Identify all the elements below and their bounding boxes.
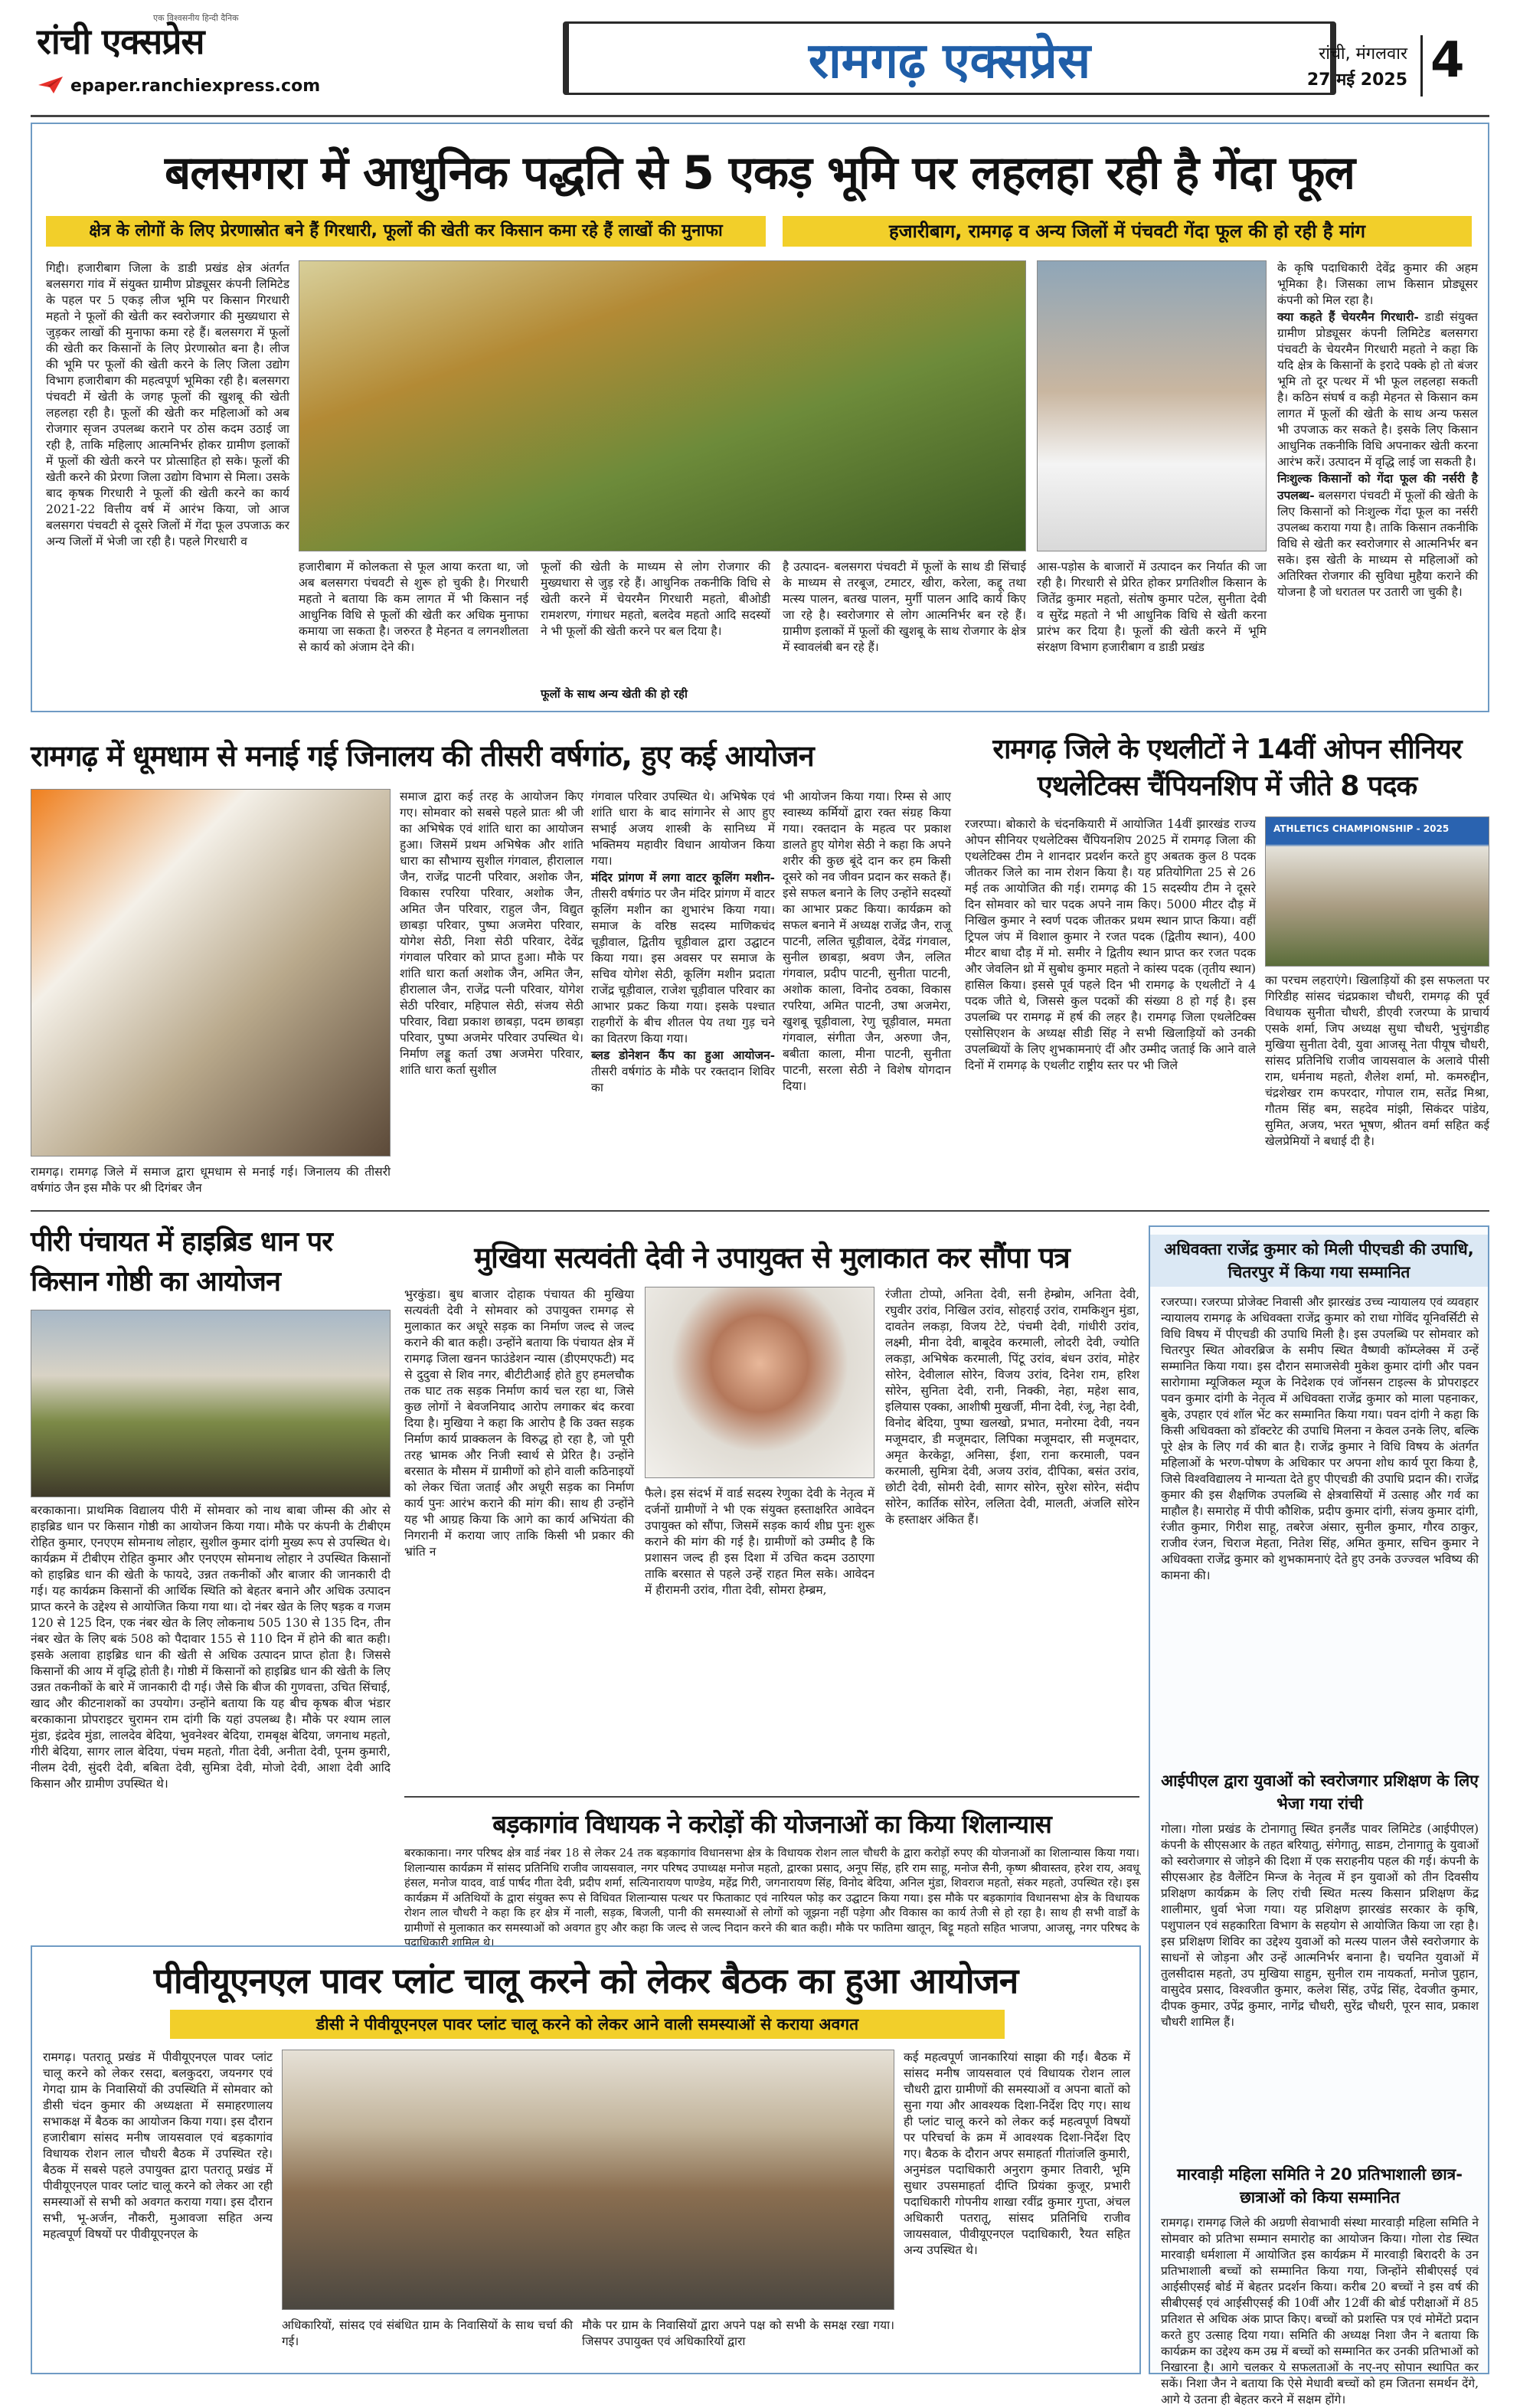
page-divider <box>1420 35 1423 97</box>
ranchi-express-logo-icon <box>37 17 266 67</box>
lead-story <box>31 123 1489 712</box>
lead-col-6-h2: निःशुल्क किसानों को गेंदा फूल की नर्सरी है उपलब्ध- <box>1277 471 1478 502</box>
lead-col-2: हजारीबाग में कोलकता से फूल आया करता था, जो अब बलसगरा पंचवटी से शुरू हो चुकी है। गिरधारी महतो ने बताया कि कम लागत में भी किसान नई आधुनिक विधि से फूलों की खेती कर अधिक मुनाफा कमाया जा सकता है। जरुरत है मेहनत व लगनशीलता से कार्य को अंजाम देने की। <box>299 560 528 654</box>
masthead <box>0 0 1520 107</box>
jinalay-col-3: भी आयोजन किया गया। रिम्स से आए स्वास्थ्य कर्मियों द्वारा रक्त संग्रह किया गया। रक्तदान के महत्व पर प्रकाश डालते हुए योगेश सेठी ने कहा कि अपने शरीर की कुछ बूंदे दान कर हम किसी दूसरे को नव जीवन प्रदान कर सकते हैं। इसे सफल बनाने के लिए उन्होंने सदस्यों का आभार प्रकट किया। कार्यक्रम को सफल बनाने में अध्यक्ष राजेंद्र जैन, राजू पाटनी, ललित चूड़ीवाल, देवेंद्र गंगवाल, सुनील छाबड़ा, श्रवण जैन, ललित गंगवाल, प्रदीप पाटनी, सुनीता पाटनी, अशोक काला, विनोद ठवका, विकास रपरिया, अमित पाटनी, उषा अजमेरा, खुशबू चूड़ीवाला, रेणु चूड़ीवाल, ममता गंगवाल, संगीता जैन, अरुणा जैन, बबीता काला, मीना पाटनी, सुनीता पाटनी, सरला सेठी ने विशेष योगदान दिया। <box>783 790 951 1093</box>
mukhiya-col-3: रंजीता टोप्पो, अनिता देवी, सनी हेम्ब्रोम, अनिता देवी, रघुवीर उरांव, निखिल उरांव, सोहराई उरांव, रामकिशुन मुंडा, दावतेन लकड़ा, विजय टेटे, पंचमी देवी, गांधीरी उरांव, लक्ष्मी, मीना देवी, बाबूदेव करमाली, लोदरी देवी, ज्योति लकड़ा, अभिषेक करमाली, पिंटू उरांव, बंधन उरांव, मोहेर सोरेन, देवीलाल सोरेन, विजय उरांव, दिनेश राम, हरिश सोरेन, सुनिता देवी, रानी, निक्की, नेहा, महेश साव, इलियास एक्का, आशीषी मुखर्जी, मीना देवी, रंजू, नेहा देवी, विनोद बेदिया, पुष्पा खलखो, प्रभात, मनोरमा देवी, नयन मजूमदार, डी मजूमदार, लिपिका मजूमदार, सी मजूमदार, अमृत केरकेट्टा, अनिसा, ईशा, राना करमाली, पवन करमाली, सुमित्रा देवी, अजय उरांव, दीपिका, बसंत उरांव, छोटी देवी, सोमरी देवी, सागर सोरेन, सुरेश सोरेन, संदीप सोरेन, कार्तिक सोरेन, ललिता देवी, मालती, अंजलि सोरेन के हस्ताक्षर अंकित हैं। <box>885 1287 1139 1526</box>
jinalay-col-2-a: गंगवाल परिवार उपस्थित थे। अभिषेक एवं शांति धारा के बाद सांगानेर से आए हुए सभाई अजय शास्त्री के सानिध्य में भक्तिमय महावीर विधान आयोजन किया गया। <box>591 790 775 868</box>
lead-col-4: है उत्पादन- बलसगरा पंचवटी में फूलों के साथ डी सिंचाई के माध्यम से तरबूज, टमाटर, खीरा, करेला, कद्दू तथा मत्स्य पालन, बतख पालन, मुर्गी पालन आदि कार्य किए जा रहे है। स्वरोजगार से लोग आत्मनिर्भर बन रहे हैं। ग्रामीण इलाकों में फूलों की खुशबू के साथ रोजगार के क्षेत्र में स्वावलंबी बन रहे हैं। <box>783 560 1026 654</box>
right-news-box <box>1149 1225 1489 2406</box>
jinalay-col-2-c: तीसरी वर्षगांठ के मौके पर रक्तदान शिविर का <box>591 1065 775 1094</box>
lead-photo-chairman <box>1037 260 1267 551</box>
brand-name: रांची एक्सप्रेस <box>37 21 204 62</box>
paddy-headline: पीरी पंचायत में हाइब्रिड धान पर किसान गोष्ठी का आयोजन <box>31 1226 332 1297</box>
page-number: 4 <box>1430 32 1465 89</box>
pvunl-subhead: डीसी ने पीवीयूएनएल पावर प्लांट चालू करने को लेकर आने वाली समस्याओं से कराया अवगत <box>170 2010 1005 2039</box>
right-b1: रजरप्पा। रजरप्पा प्रोजेक्ट निवासी और झारखंड उच्च न्यायालय एवं व्यवहार न्यायालय रामगढ़ के अधिवक्ता राजेंद्र कुमार को राधा गोविंद यूनिवर्सिटी से विधि विषय में पीएचडी की उपाधि मिली है। इस उपलब्धि पर सोमवार को चितरपुर स्थित ओवरब्रिज के समीप स्थित वैष्णवी कॉम्प्लेक्स में उन्हें सम्मानित किया गया। इस दौरान समाजसेवी मुकेश कुमार दांगी और पवन सारोगामा म्यूजिकल म्यूज के निदेशक एवं जॉनसन टाइल्स के प्रोपराइटर पवन कुमार दांगी के नेतृत्व में अधिवक्ता राजेंद्र कुमार को माला पहनाकर, बुके, उपहार एवं शॉल भेंट कर सम्मानित किया गया। पवन दांगी ने कहा कि किसी अधिवक्ता को डॉक्टरेट की उपाधि मिलना न केवल उनके लिए, बल्कि पूरे क्षेत्र के लिए गर्व की बात है। राजेंद्र कुमार ने विधि विषय के अंतर्गत महिलाओं के भरण-पोषण के अधिकार पर अपना शोध कार्य पूरा किया है, जिसे विश्वविद्यालय ने मान्यता देते हुए पीएचडी की उपाधि प्रदान की। राजेंद्र कुमार की इस शैक्षणिक उपलब्धि से क्षेत्रवासियों में उत्साह और गर्व का माहौल है। समारोह में पीपी कौशिक, प्रदीप कुमार दांगी, संजय कुमार दांगी, रंजीत कुमार, गिरीश साहू, तबरेज अंसार, सुनील कुमार, गौरव ठाकुर, राजीव रंजन, चिराज मेहता, नितेश सिंह, अमित कुमार, सचिन कुमार ने अधिवक्ता राजेंद्र कुमार को शुभकामनाएं देते हुए उनके उज्ज्वल भविष्य की कामना की। <box>1161 1295 1479 1582</box>
lead-col-3-subhead: फूलों के साथ अन्य खेती की हो रही <box>541 687 688 701</box>
date: 27 मई 2025 <box>1306 70 1407 90</box>
athletics-body-2: का परचम लहराएंगे। खिलाड़ियों की इस सफलता पर गिरिडीह सांसद चंद्रप्रकाश चौधरी, रामगढ़ की पूर्व विधायक सुनीता चौधरी, डीएवी रजरप्पा के प्राचार्य एसके शर्मा, जिप अध्यक्ष सुधा चौधरी, भुचुंगडीह मुखिया सुनीता देवी, युवा आजसू नेता पीयूष चौधरी, सांसद प्रतिनिधि राजीव जायसवाल के अलावे पीसी राम, धर्मनाथ महतो, शैलेश शर्मा, मो. कमरुद्दीन, चंद्रशेखर राम कपरदार, गोपाल राम, सतेंद्र मिश्रा, गौतम सिंह बम, सहदेव मांझी, सिकंदर पांडेय, सुमित, अजय, भरत भूषण, श्रीतन वर्मा सहित कई खेलप्रेमियों ने बधाई दी है। <box>1265 973 1489 1148</box>
right-h2: आईपीएल द्वारा युवाओं को स्वरोजगार प्रशिक्षण के लिए भेजा गया रांची <box>1161 1772 1479 1813</box>
lead-col-1: गिद्दी। हजारीबाग जिला के डाडी प्रखंड क्षेत्र अंतर्गत बलसगरा गांव में संयुक्त ग्रामीण प्रोड्यूसर कंपनी लिमिटेड के पहल पर 5 एकड़ लीज भूमि पर किसान गिरधारी महतो ने फूलों की खेती कर स्वरोजगार की मुख्यधारा से जुड़कर लाखों की मुनाफा कमा रहे हैं। बलसगरा में फूलों की खेती कर किसानों के लिए प्रेरणास्रोत बना है। लीज की भूमि पर फूलों की खेती करने के लिए जिला उद्योग विभाग हजारीबाग की महत्वपूर्ण भूमिका रही है। बलसगरा पंचवटी में खेती के जगह फूलों की खुशबू की खेती लहलहा रही है। फूलों की खेती कर महिलाओं को अब रोजगार सृजन उपलब्ध कराने पर ठोस कदम उठाई जा रही है, ताकि महिलाए आत्मनिर्भर होकर ग्रामीण इलाकों में फूलों की खेती करने पर प्रोत्साहित हो सके। फूलों की खेती करने की प्रेरणा जिला उद्योग विभाग से मिला। उसके बाद कृषक गिरधारी ने फूलों की खेती करने का कार्य 2021-22 वित्तीय वर्ष में आरंभ किया, जो आज बलसगरा पंचवटी से दूसरे जिलों में गेंदा फूल उपजाऊ कर अन्य जिलों में भेजी जा रही है। पहले गिरधारी व <box>46 261 289 548</box>
jinalay-col-2-h2: ब्लड डोनेशन कैंप का हुआ आयोजन- <box>591 1048 775 1062</box>
right-h3: मारवाड़ी महिला समिति ने 20 प्रतिभाशाली छात्र-छात्राओं को किया सम्मानित <box>1177 2165 1463 2207</box>
jinalay-col-1: समाज द्वारा कई तरह के आयोजन किए गए। सोमवार को सबसे पहले प्रातः श्री जी का अभिषेक एवं शांति धारा का आयोजन हुआ। जिसमें प्रथम अभिषेक और शांति धारा का सौभाग्य सुशील गंगवाल, हीरालाल जैन, राजेंद्र पाटनी परिवार, अशोक जैन, विकास रपरिया परिवार, अशोक जैन, अमित जैन परिवार, राहुल जैन, विद्युत छाबड़ा परिवार, पुष्पा अजमेरा परिवार, योगेश सेठी, निशा सेठी परिवार, देवेंद्र गंगवाल परिवार को प्राप्त हुआ। मौके पर शांति धारा कर्ता अशोक जैन, अमित जैन, हीरालाल जैन, राजेंद्र पत्नी परिवार, योगेश सेठी परिवार, महिपाल सेठी, संजय सेठी परिवार, विद्या प्रकाश छाबड़ा, पदम छाबड़ा परिवार, पुष्पा अजमेर परिवार उपस्थित थे। निर्माण लड्डू कर्ता उषा अजमेरा परिवार, शांति धारा कर्ता सुशील <box>400 790 583 1077</box>
pvunl-headline: पीवीयूएनएल पावर प्लांट चालू करने को लेकर बैठक का हुआ आयोजन <box>153 1960 1018 2001</box>
pvunl-caption: अधिकारियों, सांसद एवं संबंधित ग्राम के निवासियों के साथ चर्चा की गई। <box>282 2318 573 2348</box>
mukhiya-col-1: भुरकुंडा। बुध बाजार दोहाक पंचायत की मुखिया सत्यवंती देवी ने सोमवार को उपायुक्त रामगढ़ से मुलाकात कर अधूरे सड़क का निर्माण जल्द से जल्द कराने की बात कही। उन्होंने बताया कि पंचायत क्षेत्र में रामगढ़ जिला खनन फाउंडेशन न्यास (डीएमएफटी) मद से दुदुवा से शिव नगर, बीटीटीआई होते हुए हमलचौक तक घाट तक सड़क निर्माण कार्य चल रहा था, जिसे कुछ लोगों ने बेवजनियाद आरोप लगाकर बंद करवा दिया है। मुखिया ने कहा कि आरोप है कि उक्त सड़क निर्माण कार्य प्राक्कलन के विरुद्ध हो रहा है, जो पूरी तरह भ्रामक और निजी स्वार्थ से प्रेरित है। उन्होंने बरसात के मौसम में ग्रामीणों को होने वाली कठिनाइयों को लेकर चिंता जताई और अधूरी सड़क का निर्माण कार्य पुनः आरंभ कराने की मांग की। साथ ही उन्होंने यह भी आग्रह किया कि आगे का कार्य अभियंता की निगरानी में कराया जाए ताकि किसी भी प्रकार की भ्रांति न <box>404 1287 634 1559</box>
pvunl-col-3: कई महत्वपूर्ण जानकारियां साझा की गईं। बैठक में सांसद मनीष जायसवाल एवं विधायक रोशन लाल चौधरी द्वारा ग्रामीणों की समस्याओं व अपना बातों को सुना गया और आवश्यक दिशा-निर्देश दिए गए। साथ ही प्लांट चालू करने को लेकर कई महत्वपूर्ण विषयों पर परिचर्चा के क्रम में आवश्यक दिशा-निर्देश दिए गए। बैठक के दौरान अपर समाहर्ता गीतांजलि कुमारी, अनुमंडल पदाधिकारी अनुराग कुमार तिवारी, भूमि सुधार उपसमाहर्ता दीप्ति प्रियंका कुजूर, प्रभारी पदाधिकारी गोपनीय शाखा रवींद्र कुमार गुप्ता, अंचल अधिकारी पतरातू, सांसद प्रतिनिधि राजीव जायसवाल, पीवीयूएनएल पदाधिकारी, रैयत सहित अन्य उपस्थित थे। <box>904 2050 1130 2257</box>
athletics-photo <box>1265 816 1489 967</box>
masthead-rule <box>31 115 1489 117</box>
brand-tagline: एक विश्वसनीय हिन्दी दैनिक <box>153 13 239 23</box>
barkagaon-body: बरकाकाना। नगर परिषद क्षेत्र वार्ड नंबर 18 से लेकर 24 तक बड़कागांव विधानसभा क्षेत्र के विधायक रोशन लाल चौधरी के द्वारा करोड़ों रुपए की योजनाओं का शिलान्यास किया गया। शिलान्यास कार्यक्रम में सांसद प्रतिनिधि राजीव जायसवाल, नगर परिषद उपाध्यक्ष मनोज महतो, द्वारका प्रसाद, अनूप सिंह, हरि राम साहू, मनोज सैनी, कृष्ण श्रीवास्तव, हरेश राय, अवधू हंसल, मनोज यादव, वार्ड पार्षद गीता देवी, प्रदीप शर्मा, सत्यिनारायण पाण्डेय, महेंद्र गिरी, जगनारायण सिंह, विनोद बेदिया, अनिल मुंडा, शिवराज महतो, संकर महतो, उपस्थित रहे। इस कार्यक्रम में अतिथियों के द्वारा संयुक्त रूप से विधिवत शिलान्यास पत्थर पर फिताकाट एवं नारियल फोड़ कर उद्घाटन किया गया। इस मौके पर बड़कागांव विधानसभा क्षेत्र के विधायक रोशन लाल चौधरी ने कहा कि हर क्षेत्र में नाली, सड़क, बिजली, पानी की समस्याओं से लोगों को जूझना नहीं पड़ेगा और विकास का कार्य तेजी से हो रहा है। साथ ही सभी वार्डों के ग्रामीणों से मुलाकात कर समस्याओं को अवगत हुए और कहा कि जल्द से जल्द निदान करने की बात कही। मौके पर फातिमा खातून, बिट्टू महतो सहित भाजपा, आजसू, नगर परिषद के पदाधिकारी शामिल थे। <box>404 1847 1139 1949</box>
jinalay-headline: रामगढ़ में धूमधाम से मनाई गई जिनालय की तीसरी वर्षगांठ, हुए कई आयोजन <box>31 739 814 773</box>
athletics-body: रजरप्पा। बोकारो के चंदनकियारी में आयोजित 14वीं झारखंड राज्य ओपन सीनियर एथलेटिक्स चैंपियनशिप 2025 में रामगढ़ जिला की एथलेटिक्स टीम ने शानदार प्रदर्शन करते हुए अबतक कुल 8 पदक जीतकर जिले का नाम रोशन किया है। यह प्रतियोगिता 25 से 26 मई तक आयोजित की गई। रामगढ़ की 15 सदस्यीय टीम ने दूसरे दिन सोमवार को चार पदक अपने नाम किए। 5000 मीटर दौड़ में निखिल कुमार ने स्वर्ण पदक जीतकर प्रथम स्थान प्राप्त किया। वहीं ट्रिपल जंप में विशाल कुमार ने रजत पदक (द्वितीय स्थान), 400 मीटर बाधा दौड़ में मो. समीर ने द्वितीय स्थान प्राप्त कर रजत पदक और जेवलिन थ्रो में सुबोध कुमार महतो ने कांस्य पदक (तृतीय स्थान) हासिल किया। इससे पूर्व पहले दिन भी रामगढ़ के एथलीटों ने 4 पदक जीते थे, जिससे कुल पदकों की संख्या 8 हो गई है। इस उपलब्धि पर रामगढ़ में हर्ष की लहर है। रामगढ़ जिला एथलेटिक्स एसोसिएशन के अध्यक्ष सीडी सिंह ने सभी खिलाड़ियों को उनकी उपलब्धियों के लिए शुभकामनाएं दीं और उम्मीद जताई कि आने वाले दिनों में रामगढ़ के एथलीट राष्ट्रीय स्तर पर भी जिले <box>965 817 1256 1072</box>
mukhiya-headline: मुखिया सत्यवंती देवी ने उपायुक्त से मुलाकात कर सौंपा पत्र <box>474 1241 1070 1274</box>
edition-banner <box>563 21 1336 95</box>
section-rule-1 <box>31 1210 1489 1212</box>
lead-col-3: फूलों की खेती के माध्यम से लोग रोजगार की मुख्यधारा से जुड़ रहे हैं। आधुनिक तकनीकि विधि से खेती करने में चेयरमैन गिरधारी महतो, बीओडी रामशरण, गंगाधर महतो, बलदेव महतो आदि सदस्यों ने भी फूलों की खेती करने पर बल दिया है। <box>541 560 770 638</box>
mukhiya-col-2: फैले। इस संदर्भ में वार्ड सदस्य रेणुका देवी के नेतृत्व में दर्जनों ग्रामीणों ने भी एक संयुक्त हस्ताक्षरित आवेदन उपायुक्त को सौंपा, जिसमें सड़क कार्य शीघ्र पुनः शुरू कराने की मांग की गई है। ग्रामीणों को उम्मीद है कि प्रशासन जल्द ही इस दिशा में उचित कदम उठाएगा ताकि बरसात से पहले उन्हें राहत मिल सके। आवेदन में हीरामनी उरांव, गीता देवी, सोमरा हेम्ब्रम, <box>645 1487 874 1597</box>
jinalay-caption: रामगढ़। रामगढ़ जिले में समाज द्वारा धूमधाम से मनाई गई। जिनालय की तीसरी वर्षगांठ जैन इस मौके पर श्री दिगंबर जैन <box>31 1165 391 1195</box>
paddy-photo <box>31 1310 391 1497</box>
epaper-url[interactable]: epaper.ranchiexpress.com <box>70 77 321 96</box>
mukhiya-portrait <box>645 1287 874 1478</box>
barkagaon-rule <box>404 1796 1139 1798</box>
lead-photo-farmers <box>299 260 1026 551</box>
lead-headline: बलसगरा में आधुनिक पद्धति से 5 एकड़ भूमि पर लहलहा रही है गेंदा फूल <box>164 146 1355 200</box>
lead-col-6 <box>1277 260 1478 705</box>
pvunl-photo <box>282 2050 894 2310</box>
jinalay-col-2-h1: मंदिर प्रांगण में लगा वाटर कूलिंग मशीन- <box>591 870 775 885</box>
athletics-headline: रामगढ़ जिले के एथलीटों ने 14वीं ओपन सीनियर एथलेटिक्स चैंपियनशिप में जीते 8 पदक <box>992 734 1462 802</box>
lead-col-6-h1: क्या कहते हैं चेयरमैन गिरधारी- <box>1277 309 1419 324</box>
lead-col-5: आस-पड़ोस के बाजारों में उत्पादन कर निर्यात की जा रही है। गिरधारी से प्रेरित होकर प्रगतिशील किसान के जितेंद्र कुमार महतो, संतोष कुमार पटेल, सुनीता देवी व सुरेंद्र महतो ने भी आधुनिक विधि से खेती करना प्रारंभ कर दिया है। फूलों की खेती करने में भूमि संरक्षण विभाग हजारीबाग व डाडी प्रखंड <box>1037 560 1267 654</box>
barkagaon-headline: बड़कागांव विधायक ने करोड़ों की योजनाओं का किया शिलान्यास <box>492 1809 1051 1839</box>
right-b3: रामगढ़। रामगढ़ जिले की अग्रणी सेवाभावी संस्था मारवाड़ी महिला समिति ने सोमवार को प्रतिभा सम्मान समारोह का आयोजन किया। गोला रोड स्थित मारवाड़ी धर्मशाला में आयोजित इस कार्यक्रम में मारवाड़ी बिरादरी के उन प्रतिभाशाली बच्चों को सम्मानित किया गया, जिन्होंने सीबीएसई एवं आईसीएसई बोर्ड में बेहतर प्रदर्शन किया। करीब 20 बच्चों ने इस वर्ष की सीबीएसई एवं आईसीएसई की 10वीं और 12वीं की बोर्ड परीक्षाओं में 85 प्रतिशत से अधिक अंक प्राप्त किए। बच्चों को प्रशस्ति पत्र एवं मोमेंटो प्रदान करते हुए उत्साह दिया गया। समिति की अध्यक्ष निशा जैन ने बताया कि कार्यक्रम का उद्देश्य कम उम्र में बच्चों को सम्मानित कर उनकी प्रतिभाओं को निखारना है। आगे चलकर ये सफलताओं के नए-नए सोपान स्थापित कर सकें। निशा जैन ने बताया कि ऐसे मेधावी बच्चों को हम जितना समर्थन देंगे, आगे ये उतना ही बेहतर करने में सक्षम होंगे। <box>1161 2216 1479 2406</box>
right-h1: अधिवक्ता राजेंद्र कुमार को मिली पीएचडी की उपाधि, चितरपुर में किया गया सम्मानित <box>1150 1235 1488 1287</box>
paddy-body: बरकाकाना। प्राथमिक विद्यालय पीरी में सोमवार को नाथ बाबा जीम्स की ओर से हाइब्रिड धान पर किसान गोष्ठी का आयोजन किया गया। मौके पर कंपनी के टीबीएम रोहित कुमार, एनएएम सोमनाथ लोहार, सुशील कुमार दांगी मुख्य रूप से उपस्थित थे। कार्यक्रम में टीबीएम रोहित कुमार और एनएएम सोमनाथ लोहार ने उपस्थित किसानों को हाइब्रिड धान की खेती के फायदे, उन्नत तकनीकों और बाजार की जानकारी दी गई। यह कार्यक्रम किसानों की आर्थिक स्थिति को बेहतर बनाने और अधिक उत्पादन प्राप्त करने के उद्देश्य से आयोजित किया गया था। दो नंबर खेत के लिए षड़क व गजम 120 से 125 दिन, एक नंबर खेत के लिए लोकनाथ 505 130 से 135 दिन, तीन नंबर खेत के लिए बकं 508 को पैदावार 155 से 110 दिन में होने की बात कही। इसके अलावा हाइब्रिड धान की खेती से अधिक उत्पादन प्राप्त होता है। जिससे किसानों की आय में वृद्धि होती है। गोष्ठी में किसानों को हाइब्रिड धान की खेती के लिए उन्नत तकनीकों के बारे में जानकारी दी गई। जैसे कि बीज की गुणवत्ता, उचित सिंचाई, खाद और कीटनाशकों का उपयोग। उन्होंने बताया कि यह बीच कृषक बीज भंडार बरकाकाना प्रोपराइटर चुरामन राम दांगी कि यहां उपलब्ध है। मौके पर श्याम लाल मुंडा, इंद्रदेव मुंडा, लालदेव बेदिया, भुवनेश्वर बेदिया, रामबृक्ष बेदिया, जगनाथ महतो, गीरी बेदिया, सागर लाल बेदिया, पंचम महतो, गीता देवी, अनीता देवी, पूनम कुमारी, नीलम देवी, सुंदरी देवी, बबिता देवी, सुमित्रा देवी, मोजो देवी, आशा देवी आदि किसान और ग्रामीण उपस्थित थे। <box>31 1503 391 1791</box>
athletics-banner: ATHLETICS CHAMPIONSHIP - 2025 <box>1273 823 1450 834</box>
pvunl-col-1: रामगढ़। पतरातू प्रखंड में पीवीयूएनएल पावर प्लांट चालू करने को लेकर रसदा, बलकुदरा, जयनगर एवं गेगदा ग्राम के निवासियों की उपस्थिति में सोमवार को डीसी चंदन कुमार की अध्यक्षता में समाहरणालय सभाकक्ष में बैठक का आयोजन किया गया। इस दौरान हजारीबाग सांसद मनीष जायसवाल एवं बड़कागांव विधायक रोशन लाल चौधरी बैठक में उपस्थित रहे। बैठक में सबसे पहले उपायुक्त द्वारा पतरातू प्रखंड में पीवीयूएनएल पावर प्लांट चालू करने को लेकर आ रही समस्याओं से सभी को अवगत कराया गया। इस दौरान सभी, भू-अर्जन, नौकरी, मुआवजा सहित अन्य महत्वपूर्ण विषयों पर पीवीयूएनएल के <box>43 2050 273 2241</box>
city-day: रांची, मंगलवार <box>1319 44 1407 64</box>
pvunl-col-2: मौके पर ग्राम के निवासियों द्वारा अपने पक्ष को सभी के समक्ष रखा गया। जिसपर उपायुक्त एवं अधिकारियों द्वारा <box>582 2318 894 2348</box>
lead-col-6-intro: के कृषि पदाधिकारी देवेंद्र कुमार की अहम भूमिका है। जिसका लाभ किसान प्रोड्यूसर कंपनी को मिल रहा है। <box>1277 261 1478 307</box>
pvunl-story <box>31 1945 1141 2374</box>
edition-title: रामगढ़ एक्सप्रेस <box>808 32 1091 90</box>
jinalay-col-2 <box>591 789 775 1201</box>
jinalay-col-2-b: तीसरी वर्षगांठ पर जैन मंदिर प्रांगण में वाटर कूलिंग मशीन का शुभारंभ किया गया। समाज के वरिष्ठ सदस्य माणिकचंद चूड़ीवाल, द्वितीय चूड़ीवाल द्वारा उद्घाटन किया गया। इस अवसर पर समाज के सचिव योगेश सेठी, कूलिंग मशीन प्रदाता राजेंद्र चूड़ीवाल, राजेश चूड़ीवाल परिवार का आभार प्रकट किया गया। इसके पश्चात राहगीरों के बीच शीतल पेय तथा गुड़ चने का वितरण किया गया। <box>591 887 775 1045</box>
right-b2: गोला। गोला प्रखंड के टोनागातु स्थित इनलैंड पावर लिमिटेड (आईपीएल) कंपनी के सीएसआर के तहत बरियातु, संगेगातु, साडम, टोनागातु के युवाओं को स्वरोजगार से जोड़ने की दिशा में एक सराहनीय पहल की गई। कंपनी के सीएसआर हेड वैलेंटिन मिन्ज के नेतृत्व में इन युवाओं को तीन दिवसीय प्रशिक्षण कार्यक्रम के लिए रांची स्थित मत्स्य किसान प्रशिक्षण केंद्र शालीमार, धुर्वा भेजा गया। यह प्रशिक्षण झारखंड सरकार के कृषि, पशुपालन एवं सहकारिता विभाग के सहयोग से आयोजित किया जा रहा है। इस प्रशिक्षण शिविर का उद्देश्य युवाओं को मत्स्य पालन जैसे स्वरोजगार के साधनों से जोड़ना और उन्हें आत्मनिर्भर बनाना है। चयनित युवाओं में तुलसीदास महतो, उप मुखिया साहुम, सुनील राम नायकर्ता, मनोज पुहान, वासुदेव प्रसाद, विश्वजीत कुमार, कलेश सिंह, उपेंद्र सिंह, देवजीत कुमार, दीपक कुमार, उपेंद्र कुमार, नागेंद्र चौधरी, सुरेंद्र चौधरी, पूरन साव, प्रकाश चौधरी शामिल हैं। <box>1161 1822 1479 2029</box>
jinalay-photo <box>31 789 391 1157</box>
lead-subhead-left: क्षेत्र के लोगों के लिए प्रेरणास्रोत बने हैं गिरधारी, फूलों की खेती कर किसान कमा रहे हैं लाखों की मुनाफा <box>46 216 766 247</box>
lead-col-6-c: बलसगरा पंचवटी में फूलों की खेती के लिए किसानों को निःशुल्क गेंदा फूल का नर्सरी उपलब्ध कराया गया है। ताकि किसान तकनीकि विधि से खेती कर स्वरोजगार से आत्मनिर्भर बन सके। इस खेती के माध्यम से महिलाओं को अतिरिक्त रोजगार की सुविधा मुहैया कराने की योजना है जो धरातल पर उतारी जा चुकी है। <box>1277 489 1478 599</box>
lead-subhead-right: हजारीबाग, रामगढ़ व अन्य जिलों में पंचवटी गेंदा फूल की हो रही है मांग <box>783 216 1472 247</box>
lead-col-6-b: डाडी संयुक्त ग्रामीण प्रोड्यूसर कंपनी लिमिटेड बलसगरा पंचवटी के चेयरमैन गिरधारी महतो ने कहा कि यदि क्षेत्र के किसानों के इरादे पक्के हो तो बंजर भूमि तो दूर पत्थर में भी फूल लहलहा सकती है। कठिन संघर्ष व कड़ी मेहनत से किसान कम लागत में फूलों की खेती के साथ अन्य फसल भी उपजाऊ कर सकते है। इसके लिए किसान आधुनिक तकनीकि विधि अपनाकर खेती करना आरंभ करें। उत्पादन में वृद्धि लाई जा सकती है। <box>1277 310 1478 469</box>
paper-plane-icon <box>37 75 64 95</box>
